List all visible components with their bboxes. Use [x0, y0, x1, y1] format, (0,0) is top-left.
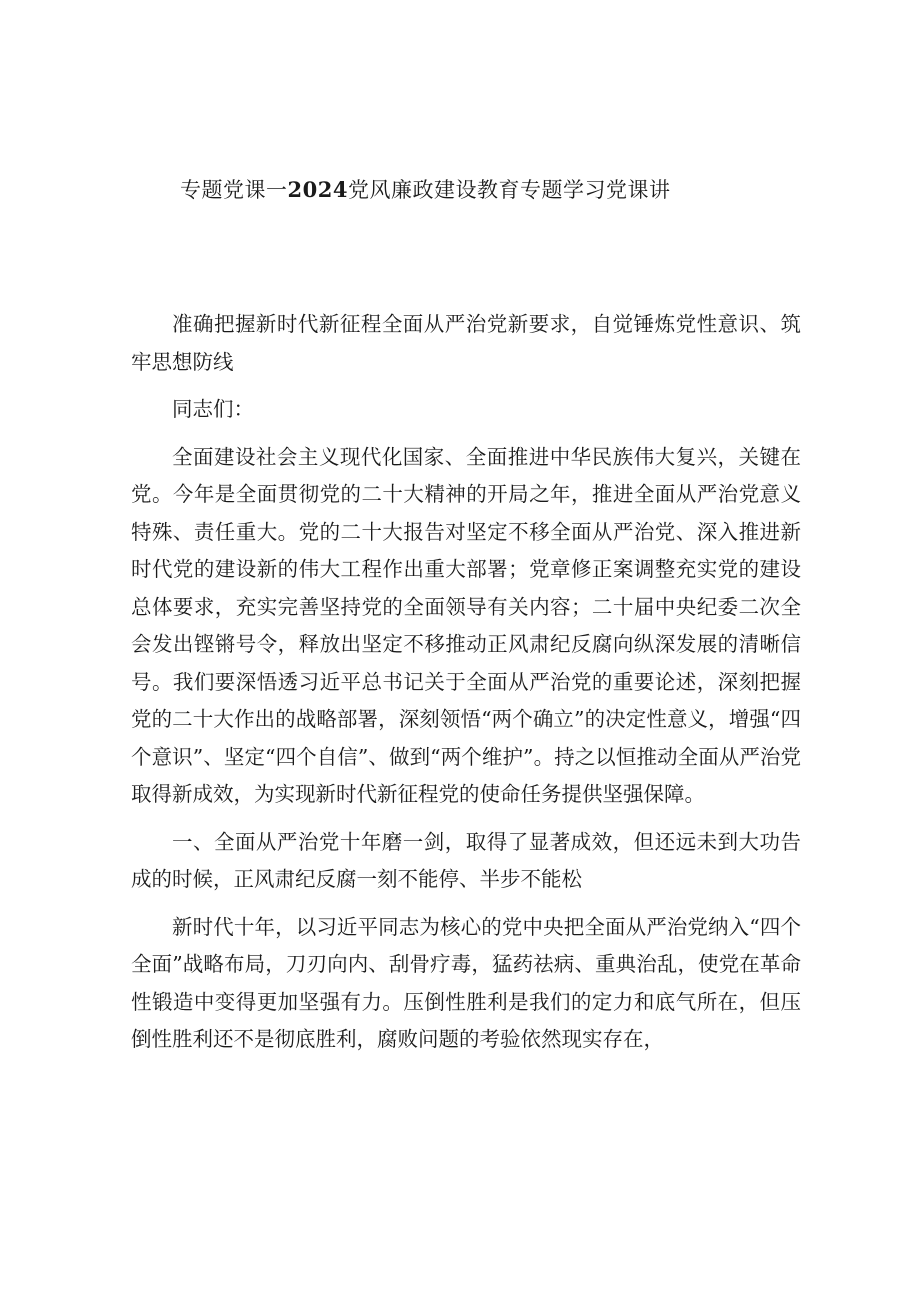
- body-paragraph: 新时代十年，以习近平同志为核心的党中央把全面从严治党纳入“四个全面”战略布局，刀刃向内、刮骨疗毒，猛药祛病、重典治乱，使党在革命性锻造中变得更加坚强有力。压倒性胜利是我们的定力和底气所在，但压倒性胜利还不是彻底胜利，腐败问题的考验依然现实存在，: [131, 914, 801, 1051]
- document-title: [180, 174, 800, 204]
- section-heading-one: 一、全面从严治党十年磨一剑，取得了显著成效，但还远未到大功告成的时候，正风肃纪反腐一刻不能停、半步不能松: [131, 829, 801, 891]
- title-year: 2024: [287, 177, 348, 202]
- document-body: [131, 306, 801, 1069]
- body-paragraph: 全面建设社会主义现代化国家、全面推进中华民族伟大复兴，关键在党。今年是全面贯彻党的二十大精神的开局之年，推进全面从严治党意义特殊、责任重大。党的二十大报告对坚定不移全面从严治党、深入推进新时代党的建设新的伟大工程作出重大部署；党章修正案调整充实党的建设总体要求，充实完善坚持党的全面领导有关内容；二十届中央纪委二次全会发出铿锵号令，释放出坚定不移推动正风肃纪反腐向纵深发展的清晰信号。我们要深悟透习近平总书记关于全面从严治党的重要论述，深刻把握党的二十大作出的战略部署，深刻领悟“两个确立”的决定性意义，增强“四个意识”、坚定“四个自信”、做到“两个维护”。持之以恒推动全面从严治党取得新成效，为实现新时代新征程党的使命任务提供坚强保障。: [131, 444, 801, 806]
- title-prefix: 专题党课一: [180, 178, 288, 202]
- title-suffix: 党风廉政建设教育专题学习党课讲: [347, 178, 671, 202]
- salutation: 同志们：: [172, 397, 254, 421]
- section-heading-intro: 准确把握新时代新征程全面从严治党新要求，自觉锤炼党性意识、筑牢思想防线: [131, 312, 801, 374]
